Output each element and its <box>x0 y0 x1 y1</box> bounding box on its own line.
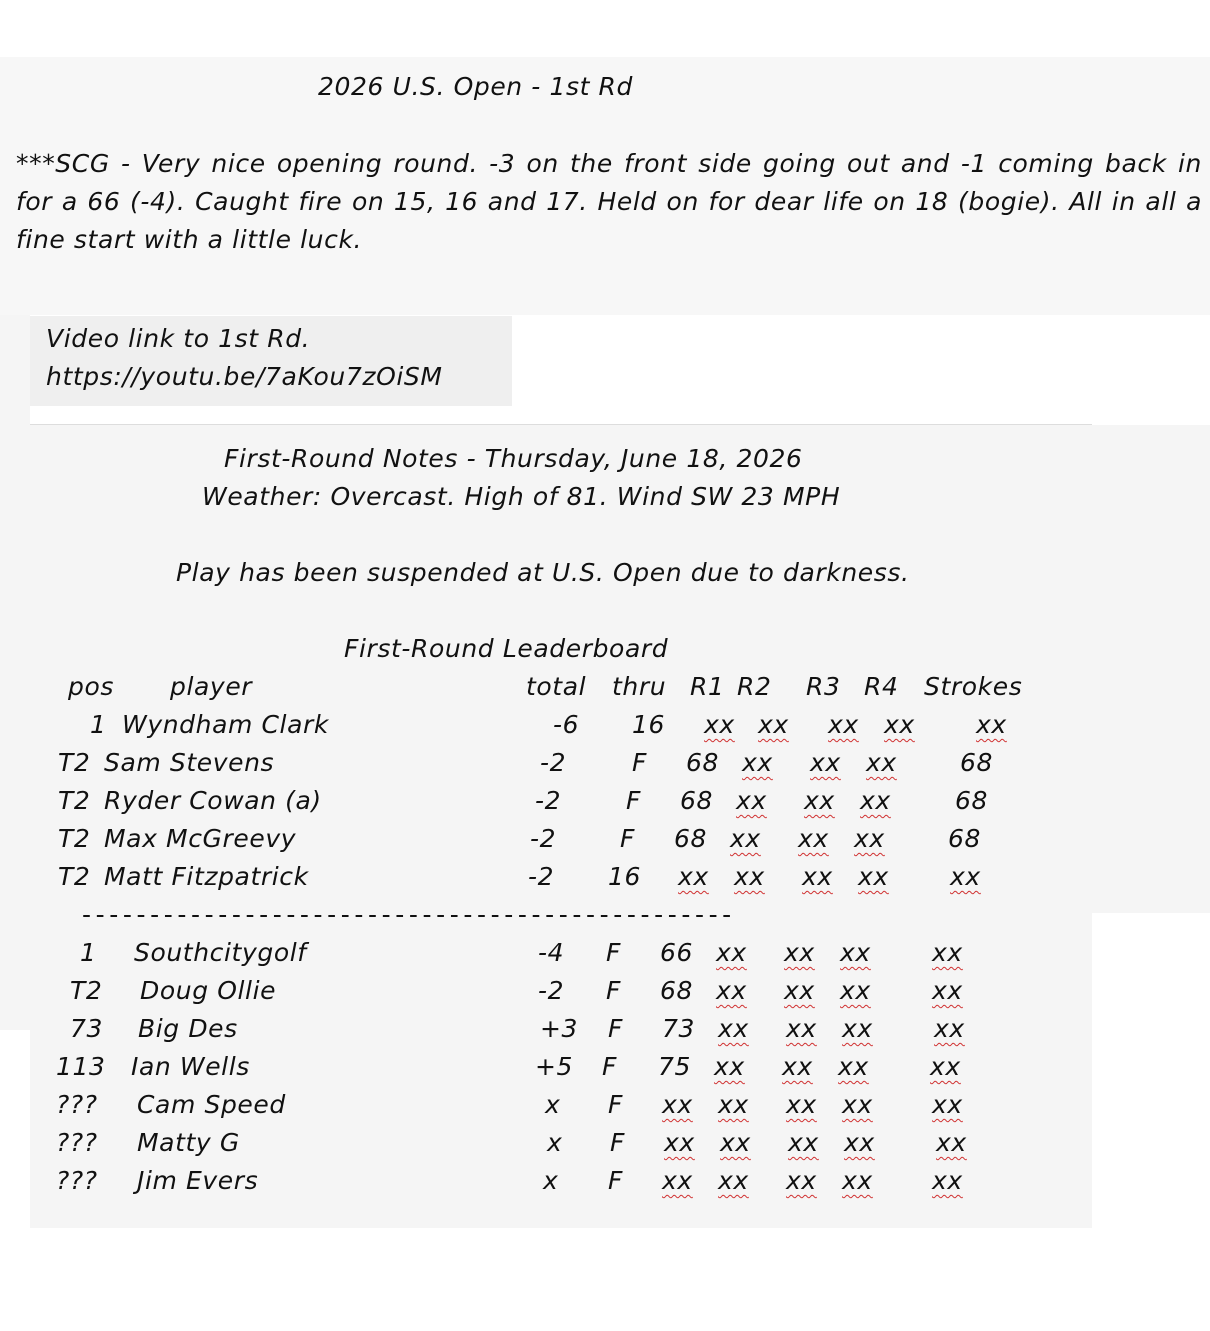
cell-r1: xx <box>678 862 709 891</box>
cell-strokes: xx <box>976 710 1007 739</box>
cell-strokes: 68 <box>960 748 994 777</box>
cell-pos: ??? <box>56 1090 98 1119</box>
video-url-link[interactable]: https://youtu.be/7aKou7zOiSM <box>46 362 443 391</box>
cell-total: x <box>543 1166 559 1195</box>
cell-r2: xx <box>718 1014 749 1043</box>
cell-r4: xx <box>860 786 891 815</box>
cell-r1: xx <box>662 1166 693 1195</box>
cell-r3: xx <box>802 862 833 891</box>
cell-r4: xx <box>844 1128 875 1157</box>
cell-r3: xx <box>784 938 815 967</box>
cell-r2: xx <box>718 1090 749 1119</box>
col-r2: R2 <box>737 672 772 701</box>
cell-r3: xx <box>786 1166 817 1195</box>
right-strip <box>1092 425 1210 913</box>
cell-total: -2 <box>530 824 557 853</box>
cell-thru: F <box>608 1014 623 1043</box>
cell-r2: xx <box>734 862 765 891</box>
cell-player: Southcitygolf <box>134 938 307 967</box>
cell-r4: xx <box>884 710 915 739</box>
col-pos: pos <box>68 672 114 701</box>
cell-pos: T2 <box>58 748 91 777</box>
cell-strokes: 68 <box>955 786 989 815</box>
cell-pos: 113 <box>56 1052 106 1081</box>
cell-pos: T2 <box>58 786 91 815</box>
panel-divider <box>30 424 1092 425</box>
cell-r1: 66 <box>660 938 694 967</box>
cell-r2: xx <box>718 1166 749 1195</box>
cell-r3: xx <box>804 786 835 815</box>
col-thru: thru <box>612 672 667 701</box>
cell-r1: 75 <box>658 1052 692 1081</box>
cell-r4: xx <box>842 1090 873 1119</box>
cell-r2: xx <box>716 976 747 1005</box>
cell-thru: F <box>608 1090 623 1119</box>
cell-r4: xx <box>858 862 889 891</box>
cell-r1: xx <box>662 1090 693 1119</box>
cell-r2: xx <box>716 938 747 967</box>
cell-player: Sam Stevens <box>104 748 275 777</box>
cell-pos: 73 <box>70 1014 104 1043</box>
cell-r2: xx <box>714 1052 745 1081</box>
notes-heading: First-Round Notes - Thursday, June 18, 2026 <box>224 444 803 473</box>
cell-total: x <box>547 1128 563 1157</box>
cell-total: +5 <box>535 1052 574 1081</box>
cell-player: Matty G <box>137 1128 240 1157</box>
cell-player: Doug Ollie <box>140 976 277 1005</box>
cell-r1: 68 <box>686 748 720 777</box>
cell-player: Ryder Cowan (a) <box>104 786 322 815</box>
cell-r4: xx <box>840 976 871 1005</box>
cell-total: -4 <box>538 938 565 967</box>
cell-thru: F <box>602 1052 617 1081</box>
cell-strokes: xx <box>932 976 963 1005</box>
cell-thru: F <box>632 748 647 777</box>
cell-strokes: xx <box>932 938 963 967</box>
cell-r4: xx <box>840 938 871 967</box>
cell-player: Jim Evers <box>137 1166 259 1195</box>
cell-pos: 1 <box>80 938 97 967</box>
cell-total: +3 <box>540 1014 579 1043</box>
col-r3: R3 <box>806 672 841 701</box>
leaderboard-title: First-Round Leaderboard <box>344 634 669 663</box>
cell-r2: xx <box>720 1128 751 1157</box>
round-summary: ***SCG - Very nice opening round. -3 on the front side going out and -1 coming back in for a 66 (-4). Caught fire on 15, 16 and 17. Held on for dear life on 18 (bogie). All in all a fine start with a little luck. <box>16 149 1202 254</box>
cell-r2: xx <box>730 824 761 853</box>
cell-r2: xx <box>736 786 767 815</box>
cell-total: -6 <box>553 710 580 739</box>
weather-line: Weather: Overcast. High of 81. Wind SW 23 MPH <box>202 482 841 511</box>
cell-r3: xx <box>786 1014 817 1043</box>
cell-r4: xx <box>866 748 897 777</box>
cell-total: -2 <box>535 786 562 815</box>
cell-pos: ??? <box>56 1128 98 1157</box>
play-status: Play has been suspended at U.S. Open due to darkness. <box>176 558 910 587</box>
cell-pos: ??? <box>56 1166 98 1195</box>
cell-thru: F <box>620 824 635 853</box>
cell-r4: xx <box>842 1014 873 1043</box>
cell-player: Matt Fitzpatrick <box>104 862 309 891</box>
cell-thru: 16 <box>608 862 642 891</box>
cell-strokes: xx <box>932 1166 963 1195</box>
cell-r1: xx <box>704 710 735 739</box>
cell-r1: 73 <box>662 1014 696 1043</box>
cell-r1: 68 <box>674 824 708 853</box>
cell-strokes: xx <box>936 1128 967 1157</box>
cell-total: x <box>545 1090 561 1119</box>
separator-line: ------------------------------------------------ <box>82 900 736 929</box>
cell-thru: 16 <box>632 710 666 739</box>
cell-total: -2 <box>528 862 555 891</box>
cell-thru: F <box>608 1166 623 1195</box>
cell-strokes: xx <box>932 1090 963 1119</box>
col-r4: R4 <box>864 672 899 701</box>
cell-r4: xx <box>854 824 885 853</box>
cell-player: Max McGreevy <box>104 824 297 853</box>
cell-r3: xx <box>810 748 841 777</box>
cell-r3: xx <box>782 1052 813 1081</box>
cell-pos: 1 <box>90 710 107 739</box>
cell-r1: 68 <box>680 786 714 815</box>
video-box-right <box>512 316 1090 420</box>
cell-total: -2 <box>540 748 567 777</box>
cell-r1: 68 <box>660 976 694 1005</box>
col-total: total <box>526 672 587 701</box>
cell-thru: F <box>606 976 621 1005</box>
cell-r3: xx <box>786 1090 817 1119</box>
cell-thru: F <box>606 938 621 967</box>
cell-strokes: 68 <box>948 824 982 853</box>
cell-r4: xx <box>842 1166 873 1195</box>
cell-player: Wyndham Clark <box>122 710 329 739</box>
col-strokes: Strokes <box>924 672 1023 701</box>
cell-r3: xx <box>788 1128 819 1157</box>
cell-strokes: xx <box>950 862 981 891</box>
cell-r1: xx <box>664 1128 695 1157</box>
cell-strokes: xx <box>934 1014 965 1043</box>
cell-pos: T2 <box>58 862 91 891</box>
cell-pos: T2 <box>58 824 91 853</box>
cell-strokes: xx <box>930 1052 961 1081</box>
cell-r3: xx <box>784 976 815 1005</box>
cell-r2: xx <box>742 748 773 777</box>
cell-r3: xx <box>828 710 859 739</box>
cell-r4: xx <box>838 1052 869 1081</box>
cell-player: Big Des <box>138 1014 238 1043</box>
page-title: 2026 U.S. Open - 1st Rd <box>318 72 633 101</box>
col-r1: R1 <box>690 672 725 701</box>
cell-r3: xx <box>798 824 829 853</box>
cell-player: Ian Wells <box>131 1052 250 1081</box>
video-label: Video link to 1st Rd. <box>46 324 311 353</box>
cell-total: -2 <box>538 976 565 1005</box>
cell-pos: T2 <box>70 976 103 1005</box>
cell-thru: F <box>610 1128 625 1157</box>
cell-thru: F <box>626 786 641 815</box>
cell-player: Cam Speed <box>137 1090 286 1119</box>
col-player: player <box>170 672 253 701</box>
left-strip <box>0 315 30 1030</box>
cell-r2: xx <box>758 710 789 739</box>
